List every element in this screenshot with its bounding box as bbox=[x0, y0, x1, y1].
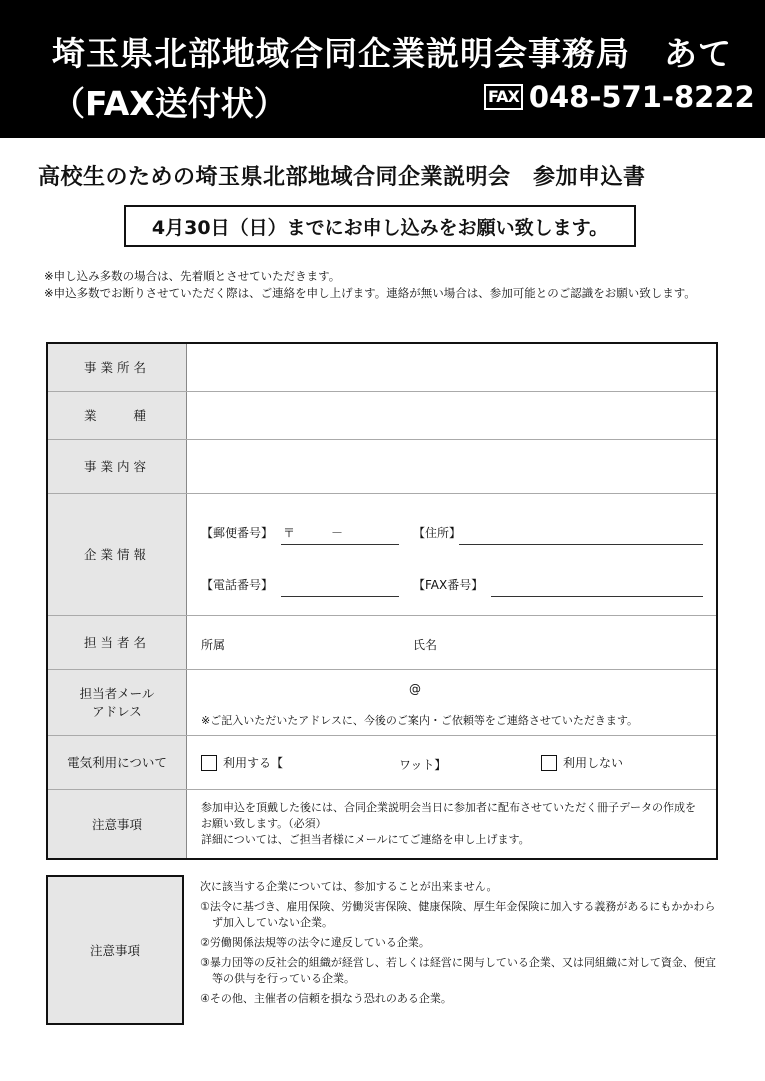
electric-field bbox=[187, 735, 718, 789]
industry-label: 業 種 bbox=[47, 391, 187, 439]
electric-nouse-checkbox[interactable] bbox=[541, 755, 557, 771]
header-recipient: 埼玉県北部地域合同企業説明会事務局 あて bbox=[52, 34, 732, 73]
electric-nouse-option[interactable]: 利用しない bbox=[541, 754, 623, 772]
caution-label: 注意事項 bbox=[47, 789, 187, 859]
electric-watt: ワット】 bbox=[399, 757, 447, 772]
restriction-item: ④その他、主催者の信頼を損なう恐れのある企業。 bbox=[200, 992, 452, 1005]
address-label: 【住所】 bbox=[413, 525, 462, 540]
postal-mark: 〒 － bbox=[283, 525, 344, 540]
electric-use-option[interactable]: 利用する【 bbox=[201, 754, 283, 772]
phone-label: 【電話番号】 bbox=[201, 577, 274, 592]
name-label: 氏名 bbox=[413, 637, 438, 652]
fax-number: 048-571-8222 bbox=[528, 80, 755, 114]
contact-label: 担当者名 bbox=[47, 615, 187, 669]
address-input[interactable] bbox=[459, 544, 703, 545]
page-title: 高校生のための埼玉県北部地域合同企業説明会 参加申込書 bbox=[38, 165, 646, 190]
caution-text: 参加申込を頂戴した後には、合同企業説明会当日に参加者に配布させていただく冊子データの作成をお願い致します。（必須） 詳細については、ご担当者様にメールにてご連絡を申し上げます。 bbox=[201, 800, 696, 846]
restrictions-box bbox=[46, 875, 718, 1025]
note-decline: ※申込多数でお断りさせていただく際は、ご連絡を申し上げます。連絡が無い場合は、参加可能とのご認識をお願い致します。 bbox=[44, 286, 696, 300]
electric-label: 電気利用について bbox=[47, 735, 187, 789]
office-name-label: 事業所名 bbox=[47, 343, 187, 391]
application-form bbox=[46, 342, 718, 860]
header-banner bbox=[0, 0, 765, 138]
header-fax-cover: （FAX送付状） bbox=[52, 84, 287, 123]
note-first-come: ※申し込み多数の場合は、先着順とさせていただきます。 bbox=[44, 269, 341, 283]
business-label: 事業内容 bbox=[47, 439, 187, 493]
deadline-box: 4月30日（日）までにお申し込みをお願い致します。 bbox=[124, 205, 636, 247]
fax-label: 【FAX番号】 bbox=[413, 577, 484, 592]
dept-label: 所属 bbox=[201, 637, 226, 652]
email-note: ※ご記入いただいたアドレスに、今後のご案内・ご依頼等をご連絡させていただきます。 bbox=[201, 713, 639, 727]
contact-field bbox=[187, 615, 718, 669]
industry-field[interactable] bbox=[187, 391, 718, 439]
email-at: @ bbox=[409, 681, 421, 696]
postal-label: 【郵便番号】 bbox=[201, 525, 274, 540]
postal-input[interactable] bbox=[281, 544, 399, 545]
restriction-item: ①法令に基づき、雇用保険、労働災害保険、健康保険、厚生年金保険に加入する義務があるにもかかわらず加入していない企業。 bbox=[200, 900, 716, 929]
header-fax bbox=[484, 80, 755, 114]
company-info-label: 企業情報 bbox=[47, 493, 187, 615]
office-name-field[interactable] bbox=[187, 343, 718, 391]
phone-input[interactable] bbox=[281, 596, 399, 597]
restriction-item: ②労働関係法規等の法令に違反している企業。 bbox=[200, 936, 430, 949]
fax-input[interactable] bbox=[491, 596, 703, 597]
business-field[interactable] bbox=[187, 439, 718, 493]
email-label: 担当者メール アドレス bbox=[47, 669, 187, 735]
fax-icon: FAX bbox=[484, 84, 523, 110]
restrictions-text bbox=[200, 879, 720, 1011]
email-field[interactable] bbox=[187, 669, 718, 735]
restrictions-intro: 次に該当する企業については、参加することが出来ません。 bbox=[200, 880, 498, 893]
notes bbox=[44, 268, 724, 302]
company-info-field bbox=[187, 493, 718, 615]
restriction-item: ③暴力団等の反社会的組織が経営し、若しくは経営に関与している企業、又は同組織に対して資金、便宜等の供与を行っている企業。 bbox=[200, 956, 716, 985]
electric-use-checkbox[interactable] bbox=[201, 755, 217, 771]
restrictions-label: 注意事項 bbox=[46, 875, 184, 1025]
